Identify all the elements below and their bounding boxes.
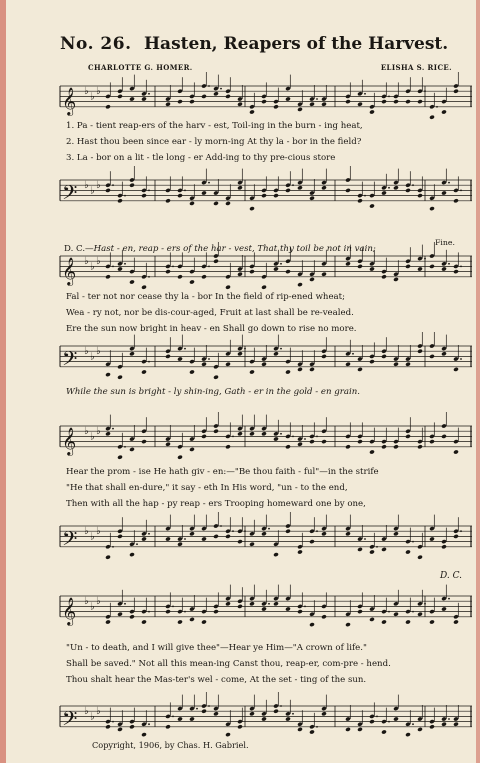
svg-text:♭: ♭ <box>84 180 89 192</box>
bass-staff-1 <box>60 174 472 214</box>
svg-text:♭: ♭ <box>90 431 95 443</box>
bass-staff-2 <box>60 340 472 380</box>
svg-text:♭: ♭ <box>84 256 89 268</box>
clef-icon: 𝄢 <box>62 526 78 555</box>
clef-icon: 𝄢 <box>62 180 78 209</box>
svg-text:♭: ♭ <box>90 711 95 723</box>
svg-text:♭: ♭ <box>96 346 101 358</box>
svg-text:♭: ♭ <box>90 351 95 363</box>
svg-text:♭: ♭ <box>84 426 89 438</box>
refrain-text: Hast - en, reap - ers of the har - vest, That thy toil be not in vain; <box>93 244 376 254</box>
verse-3-line-4: Thou shalt hear the Mas-ter's wel - come, At the set - ting of the sun. <box>66 675 367 685</box>
hymn-number: No. 26. <box>60 34 132 54</box>
verse-3-line-1: 3. La - bor on a lit - tle long - er Add-ing to thy pre-cious store <box>66 153 336 163</box>
svg-text:♭: ♭ <box>96 256 101 268</box>
dc-mark: D. C. <box>440 571 463 581</box>
clef-icon: 𝄞 <box>62 596 77 625</box>
fine-mark: Fine. <box>435 238 456 247</box>
verse-1-line-2: Fal - ter not nor cease thy la - bor In the field of rip-ened wheat; <box>66 292 346 302</box>
treble-staff-4 <box>60 590 472 630</box>
svg-text:♭: ♭ <box>96 180 101 192</box>
hymn-title: Hasten, Reapers of the Harvest. <box>144 34 449 54</box>
verse-1-line-4: "Un - to death, and I will give thee"—Hear ye Him—"A crown of life." <box>66 643 367 653</box>
verse-3-line-3: Then with all the hap - py reap - ers Trooping homeward one by one, <box>66 499 366 509</box>
bass-staff-4 <box>60 700 472 740</box>
svg-text:♭: ♭ <box>96 426 101 438</box>
svg-text:♭: ♭ <box>84 346 89 358</box>
verse-1-line-3: Hear the prom - ise He hath giv - en:—"Be thou faith - ful"—in the strife <box>66 467 379 477</box>
clef-icon: 𝄞 <box>62 86 77 115</box>
svg-text:♭: ♭ <box>90 261 95 273</box>
bass-staff-3 <box>60 520 472 560</box>
page-right-border <box>476 0 480 763</box>
clef-icon: 𝄞 <box>62 256 77 285</box>
svg-text:♭: ♭ <box>96 596 101 608</box>
svg-text:♭: ♭ <box>84 596 89 608</box>
copyright-notice: Copyright, 1906, by Chas. H. Gabriel. <box>92 740 249 750</box>
treble-staff-2 <box>60 250 472 290</box>
treble-staff-3 <box>60 420 472 460</box>
verse-2-line-1: 2. Hast thou been since ear - ly morn-ing At thy la - bor in the field? <box>66 137 362 147</box>
treble-staff-1 <box>60 80 472 120</box>
bass-lyric-line: While the sun is bright - ly shin-ing, Gath - er in the gold - en grain. <box>66 387 361 397</box>
svg-text:♭: ♭ <box>90 91 95 103</box>
verse-2-line-2: Wea - ry not, nor be dis-cour-aged, Fruit at last shall be re-vealed. <box>66 308 354 318</box>
verse-2-line-4: Shall be saved." Not all this mean-ing Canst thou, reap-er, com-pre - hend. <box>66 659 391 669</box>
verse-2-line-3: "He that shall en-dure," it say - eth In His word, "un - to the end, <box>66 483 348 493</box>
verse-1-line-1: 1. Pa - tient reap-ers of the harv - est, Toil-ing in the burn - ing heat, <box>66 121 363 131</box>
svg-text:♭: ♭ <box>84 526 89 538</box>
svg-text:♭: ♭ <box>84 706 89 718</box>
svg-text:♭: ♭ <box>90 601 95 613</box>
svg-text:♭: ♭ <box>96 706 101 718</box>
svg-text:♭: ♭ <box>96 86 101 98</box>
svg-text:♭: ♭ <box>90 185 95 197</box>
clef-icon: 𝄢 <box>62 346 78 375</box>
clef-icon: 𝄞 <box>62 426 77 455</box>
composer-credit: ELISHA S. RICE. <box>380 63 452 72</box>
refrain-prefix: D. C.— <box>64 244 94 254</box>
verse-3-line-2: Ere the sun now bright in heav - en Shall go down to rise no more. <box>66 324 357 334</box>
clef-icon: 𝄢 <box>62 706 78 735</box>
svg-text:♭: ♭ <box>90 531 95 543</box>
svg-text:♭: ♭ <box>96 526 101 538</box>
svg-text:♭: ♭ <box>84 86 89 98</box>
page-left-border <box>0 0 6 763</box>
lyricist-credit: CHARLOTTE G. HOMER. <box>88 63 193 72</box>
